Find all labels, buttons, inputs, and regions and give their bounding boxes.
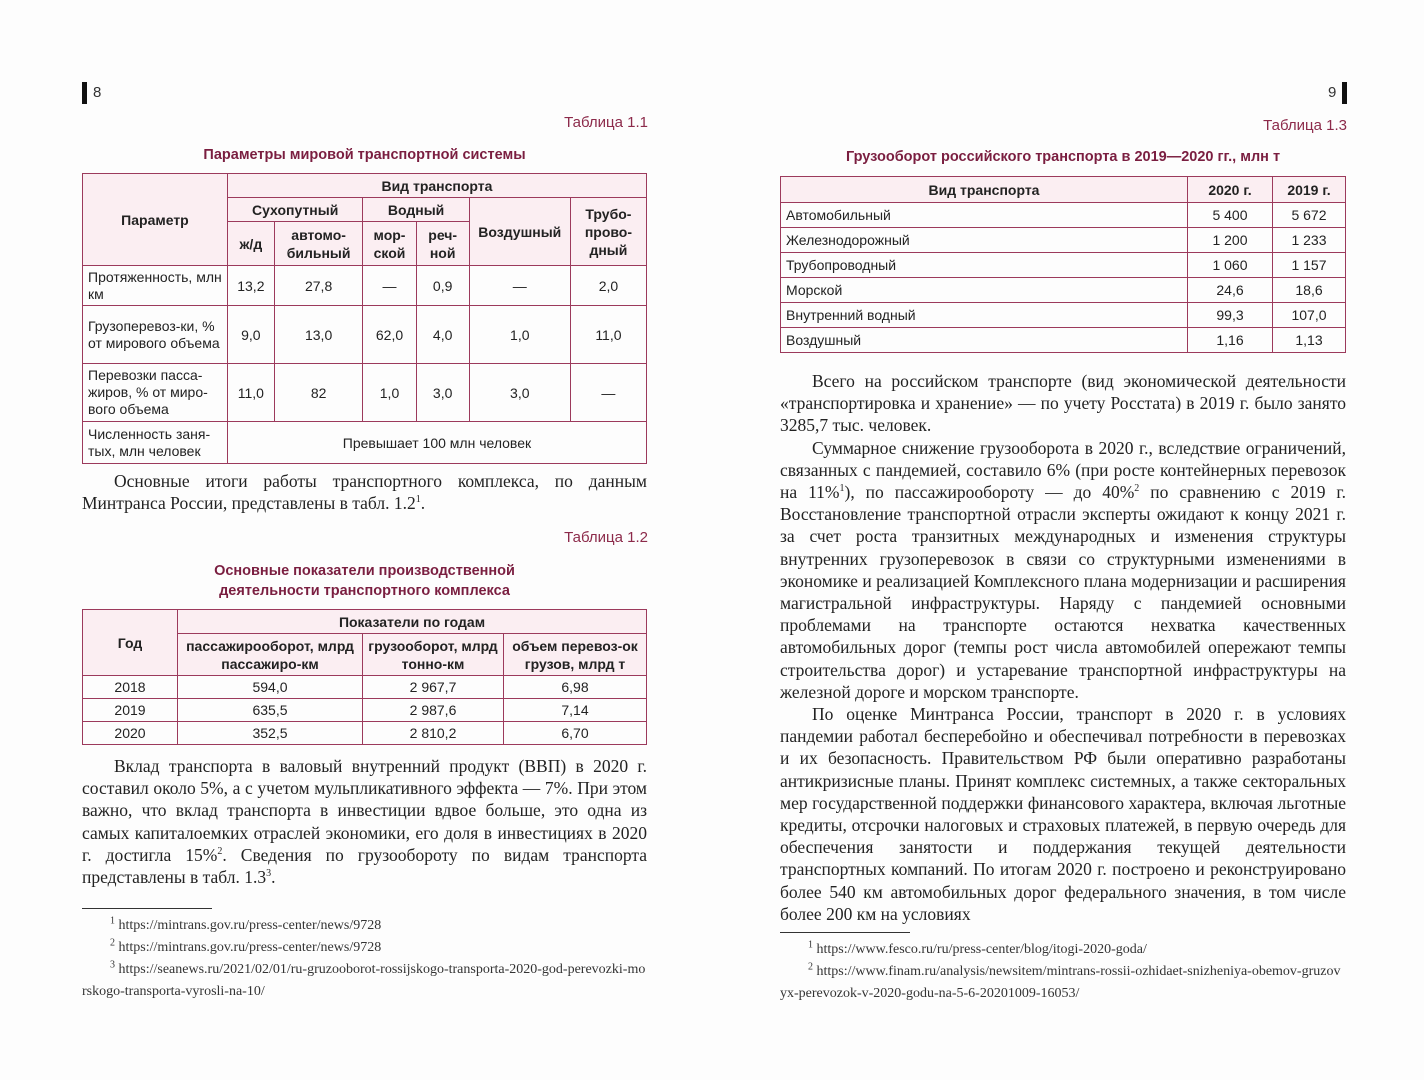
header-freight-volume: объем перевоз-ок грузов, млрд т xyxy=(504,634,647,676)
cell: 3,0 xyxy=(416,364,469,422)
table-row xyxy=(83,306,647,364)
row-label: Перевозки пасса-жиров, % от миро-вого объема xyxy=(83,364,228,422)
world-transport-table xyxy=(82,173,647,464)
table-row xyxy=(781,328,1346,353)
footnote xyxy=(780,961,1346,1005)
footnotes xyxy=(82,915,647,1003)
header-2020: 2020 г. xyxy=(1188,177,1273,203)
text: ), по пассажирообороту — до 40% xyxy=(844,482,1135,503)
cell: 1 060 xyxy=(1188,253,1273,278)
table-row xyxy=(83,699,647,722)
header-passenger-turnover: пассажирооборот, млрд пассажиро-км xyxy=(178,634,363,676)
cell: 2,0 xyxy=(570,266,646,306)
table-title: Параметры мировой транспортной системы xyxy=(203,147,526,163)
cell: 2 810,2 xyxy=(363,722,504,745)
row-label: Протяженность, млн км xyxy=(83,266,228,306)
table-row xyxy=(83,266,647,306)
paragraph xyxy=(82,755,647,888)
footnote-number: 1 xyxy=(110,915,115,927)
cell: 6,98 xyxy=(504,676,647,699)
cell: 62,0 xyxy=(363,306,416,364)
footnote-link[interactable]: https://seanews.ru/2021/02/01/ru-gruzooborot-rossijskogo-transporta-2020-god-perevozki-morskogo-transporta-vyrosli-na-10/ xyxy=(82,962,646,999)
transport-indicators-table xyxy=(82,609,647,745)
cell: 24,6 xyxy=(1188,278,1273,303)
footnote-number: 1 xyxy=(808,939,813,951)
header-water: Водный xyxy=(363,198,469,222)
row-label: Численность заня-тых, млн человек xyxy=(83,422,228,464)
text: . xyxy=(271,867,276,888)
cell: — xyxy=(570,364,646,422)
footnote-ref[interactable]: 2 xyxy=(217,845,223,857)
table-title xyxy=(82,561,647,601)
cell: 11,0 xyxy=(570,306,646,364)
footnote-ref[interactable]: 1 xyxy=(415,494,421,506)
cell: 5 672 xyxy=(1273,203,1346,228)
header-land: Сухопутный xyxy=(227,198,363,222)
text: по сравнению с 2019 г. Восстановление транспортной отрасли эксперты ожидают к концу 2021 г. за счет роста транзитных международных и изменения структуры внутренних грузоперевозок в связи со структурными изменениями в экономике и реализацией Комплексного плана модернизации и расширения магистральной инфраструктуры. Наряду с пандемией основными проблемами на транспорте остаются нехватка качественных автомобильных дорог (темпы рост числа автомобилей опережают темпы строительства дорог) и устаревание транспортной инфраструктуры на железной дороге и морском транспорте. xyxy=(780,482,1346,702)
cell: 1,16 xyxy=(1188,328,1273,353)
title-line: деятельности транспортного комплекса xyxy=(219,583,510,599)
header-year: Год xyxy=(83,610,178,676)
footnote-ref[interactable]: 3 xyxy=(266,868,272,880)
row-label: Морской xyxy=(781,278,1188,303)
cell: 1 157 xyxy=(1273,253,1346,278)
table-row xyxy=(781,228,1346,253)
header-2019: 2019 г. xyxy=(1273,177,1346,203)
cell: 2 967,7 xyxy=(363,676,504,699)
cell: 594,0 xyxy=(178,676,363,699)
cell: 13,0 xyxy=(274,306,363,364)
footnote-link[interactable]: https://mintrans.gov.ru/press-center/news/9728 xyxy=(118,940,382,955)
row-label: Воздушный xyxy=(781,328,1188,353)
header-river: реч-ной xyxy=(416,222,469,266)
cell: 107,0 xyxy=(1273,303,1346,328)
cell: 1,0 xyxy=(469,306,570,364)
cell: 6,70 xyxy=(504,722,647,745)
cell: — xyxy=(469,266,570,306)
text: Основные итоги работы транспортного комплекса, по данным Минтранса России, представлены в табл. 1.2 xyxy=(82,471,647,514)
text: Вклад транспорта в валовый внутренний продукт (ВВП) в 2020 г. составил около 5%, а с учетом мульпликативного эффекта — 7%. При этом важно, что вклад транспорта в инвестиции вдвое больше, это одна из самых капиталоемких отраслей экономики, его доля в инвестициях в 2020 г. достигла 15% xyxy=(82,756,647,865)
cell: 1 233 xyxy=(1273,228,1346,253)
cell: 4,0 xyxy=(416,306,469,364)
table-label: Таблица 1.2 xyxy=(564,529,648,546)
page-number-text: 9 xyxy=(1328,83,1337,101)
cell: 99,3 xyxy=(1188,303,1273,328)
footnote-link[interactable]: https://mintrans.gov.ru/press-center/news/9728 xyxy=(118,918,382,933)
cell: 3,0 xyxy=(469,364,570,422)
cell-merged: Превышает 100 млн человек xyxy=(227,422,646,464)
table-row xyxy=(83,422,647,464)
header-indicators: Показатели по годам xyxy=(178,610,647,634)
footnote-link[interactable]: https://www.finam.ru/analysis/newsitem/mintrans-rossii-ozhidaet-snizheniya-obemov-gruzovyx-perevozok-v-2020-godu-na-5-6-20201009-16053/ xyxy=(780,964,1341,1001)
header-air: Воздушный xyxy=(469,198,570,266)
page-number-text: 8 xyxy=(93,83,102,101)
row-label: Внутренний водный xyxy=(781,303,1188,328)
footnote-divider xyxy=(82,908,212,909)
cell: 5 400 xyxy=(1188,203,1273,228)
header-parameter: Параметр xyxy=(83,174,228,266)
row-label: Грузоперевоз-ки, % от мирового объема xyxy=(83,306,228,364)
table-row xyxy=(781,278,1346,303)
footnote-link[interactable]: https://www.fesco.ru/ru/press-center/blog/itogi-2020-goda/ xyxy=(816,942,1147,957)
cell-year: 2020 xyxy=(83,722,178,745)
text: . Сведения по грузообороту по видам транспорта представлены в табл. 1.3 xyxy=(82,844,647,888)
freight-turnover-table xyxy=(780,176,1346,353)
header-transport-type: Вид транспорта xyxy=(781,177,1188,203)
cell: 13,2 xyxy=(227,266,274,306)
table-title: Грузооборот российского транспорта в 2019—2020 гг., млн т xyxy=(845,149,1281,165)
table-row xyxy=(83,722,647,745)
row-label: Трубопроводный xyxy=(781,253,1188,278)
cell: 635,5 xyxy=(178,699,363,722)
page-number xyxy=(82,82,101,104)
cell: — xyxy=(363,266,416,306)
table-row xyxy=(781,253,1346,278)
page-marker-bar xyxy=(82,82,87,104)
cell: 1 200 xyxy=(1188,228,1273,253)
text: . xyxy=(420,493,426,514)
header-freight-turnover: грузооборот, млрд тонно-км xyxy=(363,634,504,676)
cell: 27,8 xyxy=(274,266,363,306)
cell: 0,9 xyxy=(416,266,469,306)
footnote-number: 2 xyxy=(110,937,115,949)
cell: 2 987,6 xyxy=(363,699,504,722)
table-row xyxy=(83,364,647,422)
footnote-divider xyxy=(780,932,910,933)
paragraph xyxy=(780,370,1346,925)
table-row xyxy=(781,303,1346,328)
text: Суммарное снижение грузооборота в 2020 г., вследствие ограничений, связанных с пандемией, составило 6% (при росте контейнерных перевозок на 11% xyxy=(780,437,1346,503)
footnote-number: 3 xyxy=(110,959,115,971)
header-transport-type: Вид транспорта xyxy=(227,174,646,198)
footnote xyxy=(82,937,647,959)
cell-year: 2019 xyxy=(83,699,178,722)
footnote-number: 2 xyxy=(808,961,813,973)
header-auto: автомо-бильный xyxy=(274,222,363,266)
header-sea: мор-ской xyxy=(363,222,416,266)
table-label: Таблица 1.1 xyxy=(564,114,648,131)
table-row xyxy=(83,676,647,699)
right-page xyxy=(712,0,1424,1080)
header-rail: ж/д xyxy=(227,222,274,266)
row-label: Автомобильный xyxy=(781,203,1188,228)
cell: 11,0 xyxy=(227,364,274,422)
footnotes xyxy=(780,939,1346,1005)
cell: 7,14 xyxy=(504,699,647,722)
footnote-ref[interactable]: 1 xyxy=(839,483,845,495)
footnote xyxy=(82,959,647,1003)
cell: 18,6 xyxy=(1273,278,1346,303)
footnote xyxy=(82,915,647,937)
table-row xyxy=(781,203,1346,228)
title-line: Основные показатели производственной xyxy=(214,563,515,579)
page-number xyxy=(1328,82,1347,104)
table-label: Таблица 1.3 xyxy=(1263,117,1347,134)
row-label: Железнодорожный xyxy=(781,228,1188,253)
footnote xyxy=(780,939,1346,961)
cell: 1,13 xyxy=(1273,328,1346,353)
paragraph xyxy=(82,470,647,514)
cell: 352,5 xyxy=(178,722,363,745)
cell: 9,0 xyxy=(227,306,274,364)
text: По оценке Минтранса России, транспорт в 2020 г. в условиях пандемии работал бесперебойно и обеспечивал потребности в перевозках и их безопасность. Правительством РФ были оперативно разработаны антикризисные планы. Принят комплекс системных, а также секторальных мер государственной поддержки финансового характера, включая льготные кредиты, отсрочки налоговых и страховых платежей, в первую очередь для обеспечения занятости и поддержания текущей деятельности транспортных компаний. По итогам 2020 г. построено и реконструировано более 540 км автомобильных дорог федерального значения, в том числе более 200 км на условиях xyxy=(780,704,1346,924)
text: Всего на российском транспорте (вид экономической деятельности «транспортировка и хранение» — по учету Росстата) в 2019 г. было занято 3285,7 тыс. человек. xyxy=(780,371,1346,436)
header-pipeline: Трубо-прово-дный xyxy=(570,198,646,266)
cell-year: 2018 xyxy=(83,676,178,699)
cell: 82 xyxy=(274,364,363,422)
footnote-ref[interactable]: 2 xyxy=(1134,483,1140,495)
cell: 1,0 xyxy=(363,364,416,422)
page-marker-bar xyxy=(1342,82,1347,104)
